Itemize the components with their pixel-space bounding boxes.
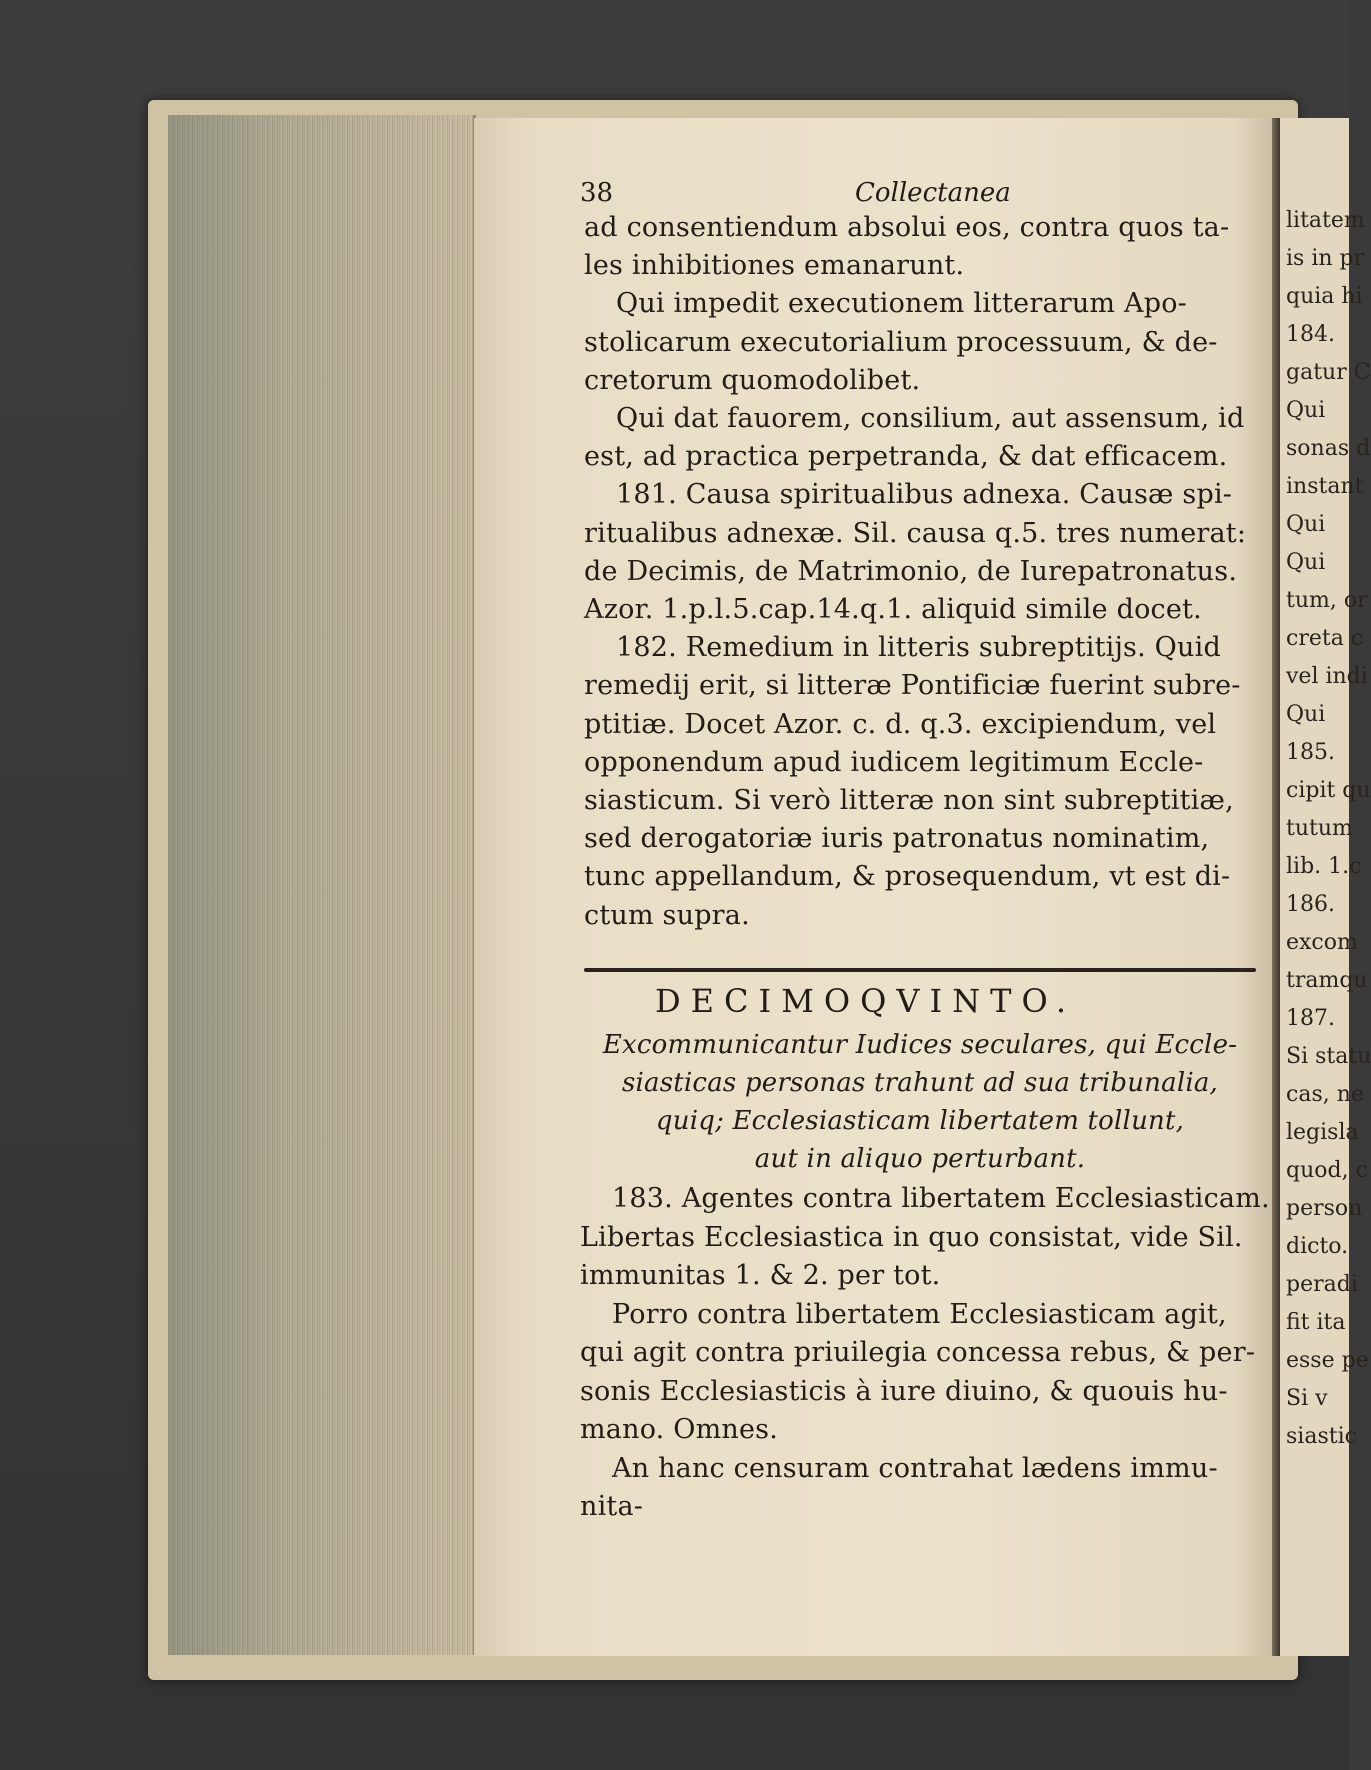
next-page-fragment: tutum [1286, 816, 1353, 841]
next-page-fragment: Qui [1286, 702, 1326, 727]
section-line: An hanc censuram contrahat lædens immu- [612, 1452, 1218, 1484]
intro-line: siasticas personas trahunt ad sua tribunalia, [621, 1068, 1219, 1098]
next-page-fragment: dicto. [1286, 1234, 1349, 1259]
next-page-fragment: 185. [1286, 740, 1335, 765]
next-page-fragment: creta c [1286, 626, 1364, 651]
body-line: 181. Causa spiritualibus adnexa. Causæ spi- [616, 479, 1233, 511]
book-gutter [1272, 118, 1280, 1656]
next-page-fragment: vel indi [1286, 664, 1368, 689]
section-line: Libertas Ecclesiastica in quo consistat, vide Sil. [580, 1221, 1243, 1253]
body-line: ad consentiendum absolui eos, contra quos ta- [584, 212, 1230, 243]
body-line: Qui impedit executionem litterarum Apo- [616, 288, 1187, 320]
next-page-fragment: tramqu [1286, 968, 1368, 993]
next-page-fragment: esse pe [1286, 1348, 1369, 1373]
intro-line: quiq; Ecclesiasticam libertatem tollunt, [655, 1106, 1185, 1136]
next-page-fragment: Qui [1286, 512, 1326, 537]
intro-line: aut in aliquo perturbant. [754, 1144, 1086, 1174]
body-line: Azor. 1.p.l.5.cap.14.q.1. aliquid simile docet. [584, 594, 1202, 625]
section-line: 183. Agentes contra libertatem Ecclesiasticam. [612, 1183, 1270, 1214]
next-page-fragment: quia hi [1286, 284, 1363, 309]
next-page-fragment: tum, or [1286, 588, 1368, 613]
body-line: remedij erit, si litteræ Pontificiæ fuerint subre- [584, 670, 1241, 702]
page-edges [168, 115, 476, 1655]
next-page-fragment: cipit qu [1286, 778, 1371, 803]
next-page-fragment: quod, c [1286, 1158, 1368, 1183]
body-line: sed derogatoriæ iuris patronatus nominatim, [584, 823, 1210, 855]
next-page-fragment: is in pr [1286, 246, 1365, 271]
section-line: qui agit contra priuilegia concessa rebus, & per- [580, 1337, 1256, 1368]
body-line: ctum supra. [584, 899, 750, 931]
next-page-fragment: instant [1286, 474, 1364, 499]
body-line: ritualibus adnexæ. Sil. causa q.5. tres numerat: [584, 517, 1247, 549]
body-line: les inhibitiones emanarunt. [584, 250, 965, 282]
body-line: est, ad practica perpetranda, & dat efficacem. [584, 441, 1228, 473]
next-page-fragment: gatur C [1286, 360, 1371, 385]
section-line: immunitas 1. & 2. per tot. [580, 1260, 941, 1291]
body-line: ptitiæ. Docet Azor. c. d. q.3. excipiendum, vel [584, 708, 1217, 740]
next-page-fragment: litatem [1286, 208, 1365, 233]
next-page-fragment: lib. 1.c [1286, 854, 1362, 879]
section-line: nita- [580, 1491, 644, 1522]
section-rule [584, 968, 1256, 972]
intro-line: Excommunicantur Iudices seculares, qui Eccle- [602, 1030, 1238, 1060]
next-page-fragment: legisla [1286, 1120, 1359, 1145]
next-page-fragment: fit ita [1286, 1310, 1346, 1335]
body-line: opponendum apud iudicem legitimum Eccle- [584, 746, 1204, 778]
section-heading: DECIMOQVINTO. [655, 982, 1076, 1020]
next-page-fragment: Si v [1286, 1386, 1328, 1411]
section-line: mano. Omnes. [580, 1414, 778, 1445]
body-line: stolicarum executorialium processuum, & de- [584, 326, 1218, 358]
next-page-fragment: excom [1286, 930, 1358, 955]
next-page-strip [1280, 118, 1371, 1656]
page-number: 38 [580, 178, 614, 208]
section-line: sonis Ecclesiasticis à iure diuino, & quouis hu- [580, 1375, 1228, 1407]
next-page-fragment: 184. [1286, 322, 1335, 347]
next-page-fragment: Qui [1286, 550, 1326, 575]
section-line: Porro contra libertatem Ecclesiasticam agit, [612, 1298, 1227, 1330]
body-line: de Decimis, de Matrimonio, de Iurepatronatus. [584, 555, 1238, 587]
body-line: 182. Remedium in litteris subreptitijs. Quid [616, 632, 1221, 664]
next-page-fragment: Qui [1286, 398, 1326, 423]
body-line: tunc appellandum, & prosequendum, vt est di- [584, 861, 1231, 893]
body-line: cretorum quomodolibet. [584, 364, 921, 396]
body-line: Qui dat fauorem, consilium, aut assensum, id [616, 403, 1245, 434]
next-page-fragment: sonas d [1286, 436, 1371, 461]
next-page-fragment: cas, ne [1286, 1082, 1364, 1107]
running-head: Collectanea [855, 178, 1011, 208]
next-page-fragment: Si statu [1286, 1044, 1371, 1069]
next-page-fragment: peradi [1286, 1272, 1358, 1297]
next-page-fragment: person [1286, 1196, 1363, 1221]
next-page-fragment: 187. [1286, 1006, 1335, 1031]
next-page-fragment: siastic [1286, 1424, 1357, 1449]
next-page-fragment: 186. [1286, 892, 1335, 917]
body-line: siasticum. Si verò litteræ non sint subreptitiæ, [584, 785, 1234, 816]
